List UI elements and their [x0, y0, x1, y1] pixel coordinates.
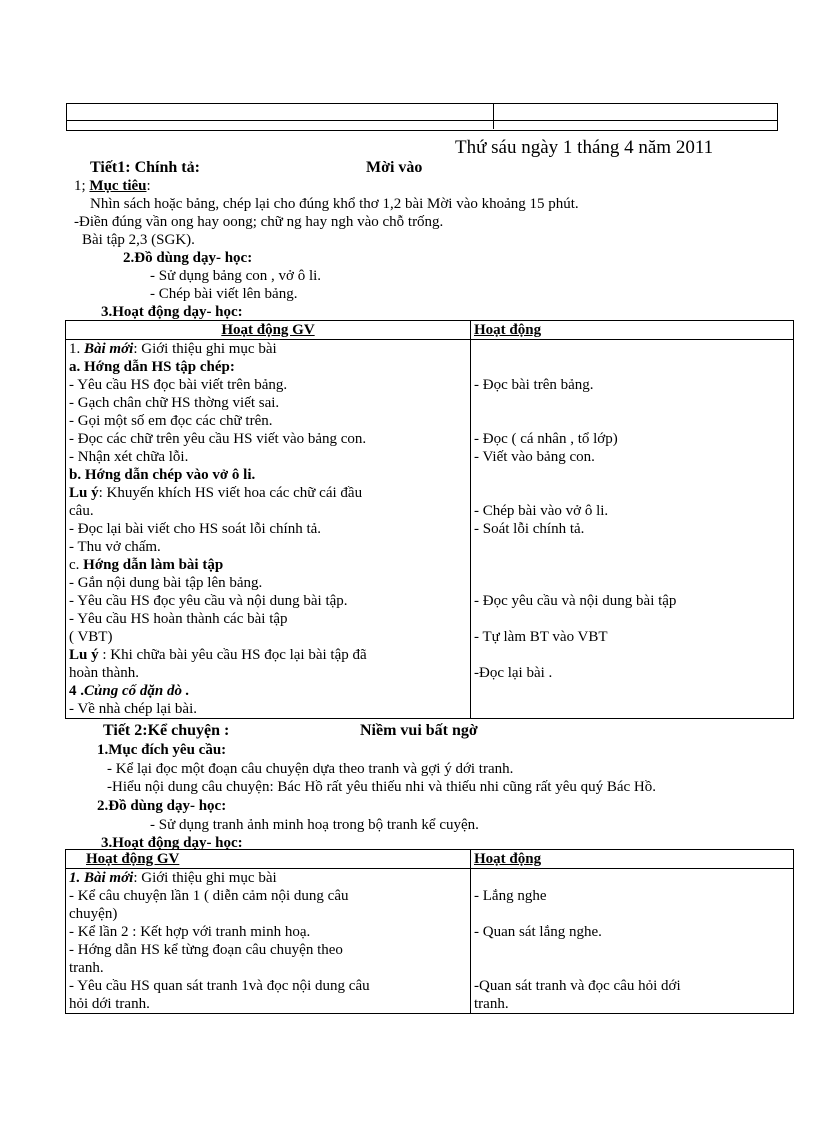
list-item: - Tự làm BT vào VBT [474, 629, 608, 645]
lesson2-col-hs: Hoạt động [474, 851, 542, 867]
list-item: - Lắng nghe [474, 888, 547, 904]
list-item: -Quan sát tranh và đọc câu hỏi dới [474, 978, 681, 994]
objective-3: Bài tập 2,3 (SGK). [82, 232, 195, 248]
lesson2-md2: -Hiểu nội dung câu chuyện: Bác Hồ rất yêu thiếu nhi và thiếu nhi cũng rất yêu quý Bác Hồ. [107, 779, 657, 795]
list-item: - Viết vào bảng con. [474, 449, 595, 465]
list-item: -Đọc lại bài . [474, 665, 553, 681]
list-item: - Yêu cầu HS quan sát tranh 1và đọc nội dung câu [69, 978, 370, 994]
list-item [474, 466, 790, 484]
lesson2-md1: - Kể lại đọc một đoạn câu chuyện dựa theo tranh và gợi ý dới tranh. [107, 761, 514, 777]
lesson2-activity-table [65, 849, 794, 1014]
lesson2-col-hs-cell [471, 850, 794, 869]
list-item: tranh. [69, 960, 104, 976]
list-item: b. Hớng dẫn chép vào vở ô li. [69, 467, 256, 483]
list-item [474, 869, 790, 887]
muc-tieu-num: 1; [74, 178, 86, 194]
lesson2-teacher-col [66, 869, 471, 1014]
list-item [474, 538, 790, 556]
lesson1-title: Mời vào [366, 159, 423, 176]
list-item: Lu ý : Khi chữa bài yêu cầu HS đọc lại bài tập đã [69, 647, 367, 663]
lesson2-col-gv-cell [66, 850, 471, 869]
list-item [474, 941, 790, 959]
list-item: - Hớng dẫn HS kể từng đoạn câu chuyện theo [69, 942, 343, 958]
lesson1-col-hs: Hoạt động [474, 322, 542, 338]
list-item: - Yêu cầu HS đọc yêu cầu và nội dung bài tập. [69, 593, 348, 609]
lesson1-col-gv: Hoạt động GV [221, 322, 315, 338]
list-item: - Yêu cầu HS hoàn thành các bài tập [69, 611, 288, 627]
list-item: - Nhận xét chữa lỗi. [69, 449, 189, 465]
lesson2-title: Niềm vui bất ngờ [360, 722, 478, 739]
lesson1-teacher-col [66, 340, 471, 719]
list-item: hoàn thành. [69, 665, 139, 681]
lesson1-hoat-dong: 3.Hoạt động dạy- học: [101, 304, 243, 320]
list-item [474, 412, 790, 430]
list-item: - Quan sát lắng nghe. [474, 924, 602, 940]
list-item: - Đọc yêu cầu và nội dung bài tập [474, 593, 677, 609]
list-item [474, 700, 790, 718]
header-divider [493, 103, 494, 129]
list-item [474, 484, 790, 502]
list-item: chuyện) [69, 906, 118, 922]
list-item [474, 959, 790, 977]
list-item: - Đọc bài trên bảng. [474, 377, 594, 393]
list-item: 1. Bài mới: Giới thiệu ghi mục bài [69, 870, 277, 886]
objective-1: Nhìn sách hoặc bảng, chép lại cho đúng khổ thơ 1,2 bài Mời vào khoảng 15 phút. [90, 196, 579, 212]
lesson1-col-hs-cell [471, 321, 794, 340]
lesson1-student-col [471, 340, 794, 719]
list-item: tranh. [474, 996, 509, 1012]
list-item [474, 905, 790, 923]
list-item: - Gạch chân chữ HS thờng viết sai. [69, 395, 280, 411]
list-item: - Về nhà chép lại bài. [69, 701, 198, 717]
list-item [474, 610, 790, 628]
list-item: - Đọc ( cá nhân , tổ lớp) [474, 431, 618, 447]
list-item [474, 340, 790, 358]
lesson2-hoat-dong: 3.Hoạt động dạy- học: [101, 835, 243, 851]
list-item: câu. [69, 503, 94, 519]
lesson2-muc-dich: 1.Mục đích yêu cầu: [97, 742, 227, 758]
list-item [474, 646, 790, 664]
lesson2-tiet: Tiết 2:Kể chuyện : [103, 722, 230, 739]
header-rule [66, 120, 778, 121]
list-item: - Chép bài vào vở ô li. [474, 503, 609, 519]
lesson1-do-dung: 2.Đồ dùng dạy- học: [123, 250, 253, 266]
list-item: - Đọc các chữ trên yêu cầu HS viết vào bảng con. [69, 431, 367, 447]
list-item: Lu ý: Khuyến khích HS viết hoa các chữ cái đầu [69, 485, 363, 501]
list-item: a. Hớng dẫn HS tập chép: [69, 359, 235, 375]
lesson2-student-col [471, 869, 794, 1014]
list-item [474, 358, 790, 376]
muc-tieu-colon: : [146, 178, 151, 194]
lesson1-col-gv-cell [66, 321, 471, 340]
header-box [66, 103, 778, 131]
lesson2-do-dung: 2.Đồ dùng dạy- học: [97, 798, 227, 814]
list-item: - Kể lần 2 : Kết hợp với tranh minh hoạ. [69, 924, 311, 940]
lesson1-dd1: - Sử dụng bảng con , vở ô li. [150, 268, 322, 284]
list-item: 1. Bài mới: Giới thiệu ghi mục bài [69, 341, 277, 357]
lesson1-dd2: - Chép bài viết lên bảng. [150, 286, 298, 302]
list-item [474, 682, 790, 700]
list-item: - Đọc lại bài viết cho HS soát lỗi chính tả. [69, 521, 322, 537]
list-item [474, 394, 790, 412]
lesson2-col-gv: Hoạt động GV [86, 851, 180, 867]
list-item: - Kể câu chuyện lần 1 ( diễn cảm nội dung câu [69, 888, 349, 904]
list-item: - Gắn nội dung bài tập lên bảng. [69, 575, 263, 591]
list-item: 4 .Củng cố dặn dò . [69, 683, 190, 699]
list-item: - Gọi một số em đọc các chữ trên. [69, 413, 273, 429]
lesson1-activity-table [65, 320, 794, 719]
lesson1-tiet: Tiết1: Chính tả: [90, 159, 200, 176]
list-item: c. Hớng dẫn làm bài tập [69, 557, 224, 573]
lesson2-dd1: - Sử dụng tranh ảnh minh hoạ trong bộ tranh kể cuyện. [150, 817, 479, 833]
muc-tieu-label: Mục tiêu [89, 178, 147, 194]
list-item [474, 556, 790, 574]
list-item: hỏi dới tranh. [69, 996, 150, 1012]
list-item [474, 574, 790, 592]
date-line: Thứ sáu ngày 1 tháng 4 năm 2011 [455, 137, 714, 158]
objective-2: -Điền đúng vần ong hay oong; chữ ng hay ngh vào chỗ trống. [74, 214, 444, 230]
muc-tieu [74, 179, 151, 194]
list-item: - Yêu cầu HS đọc bài viết trên bảng. [69, 377, 288, 393]
list-item: ( VBT) [69, 629, 113, 645]
list-item: - Thu vở chấm. [69, 539, 161, 555]
list-item: - Soát lỗi chính tả. [474, 521, 585, 537]
